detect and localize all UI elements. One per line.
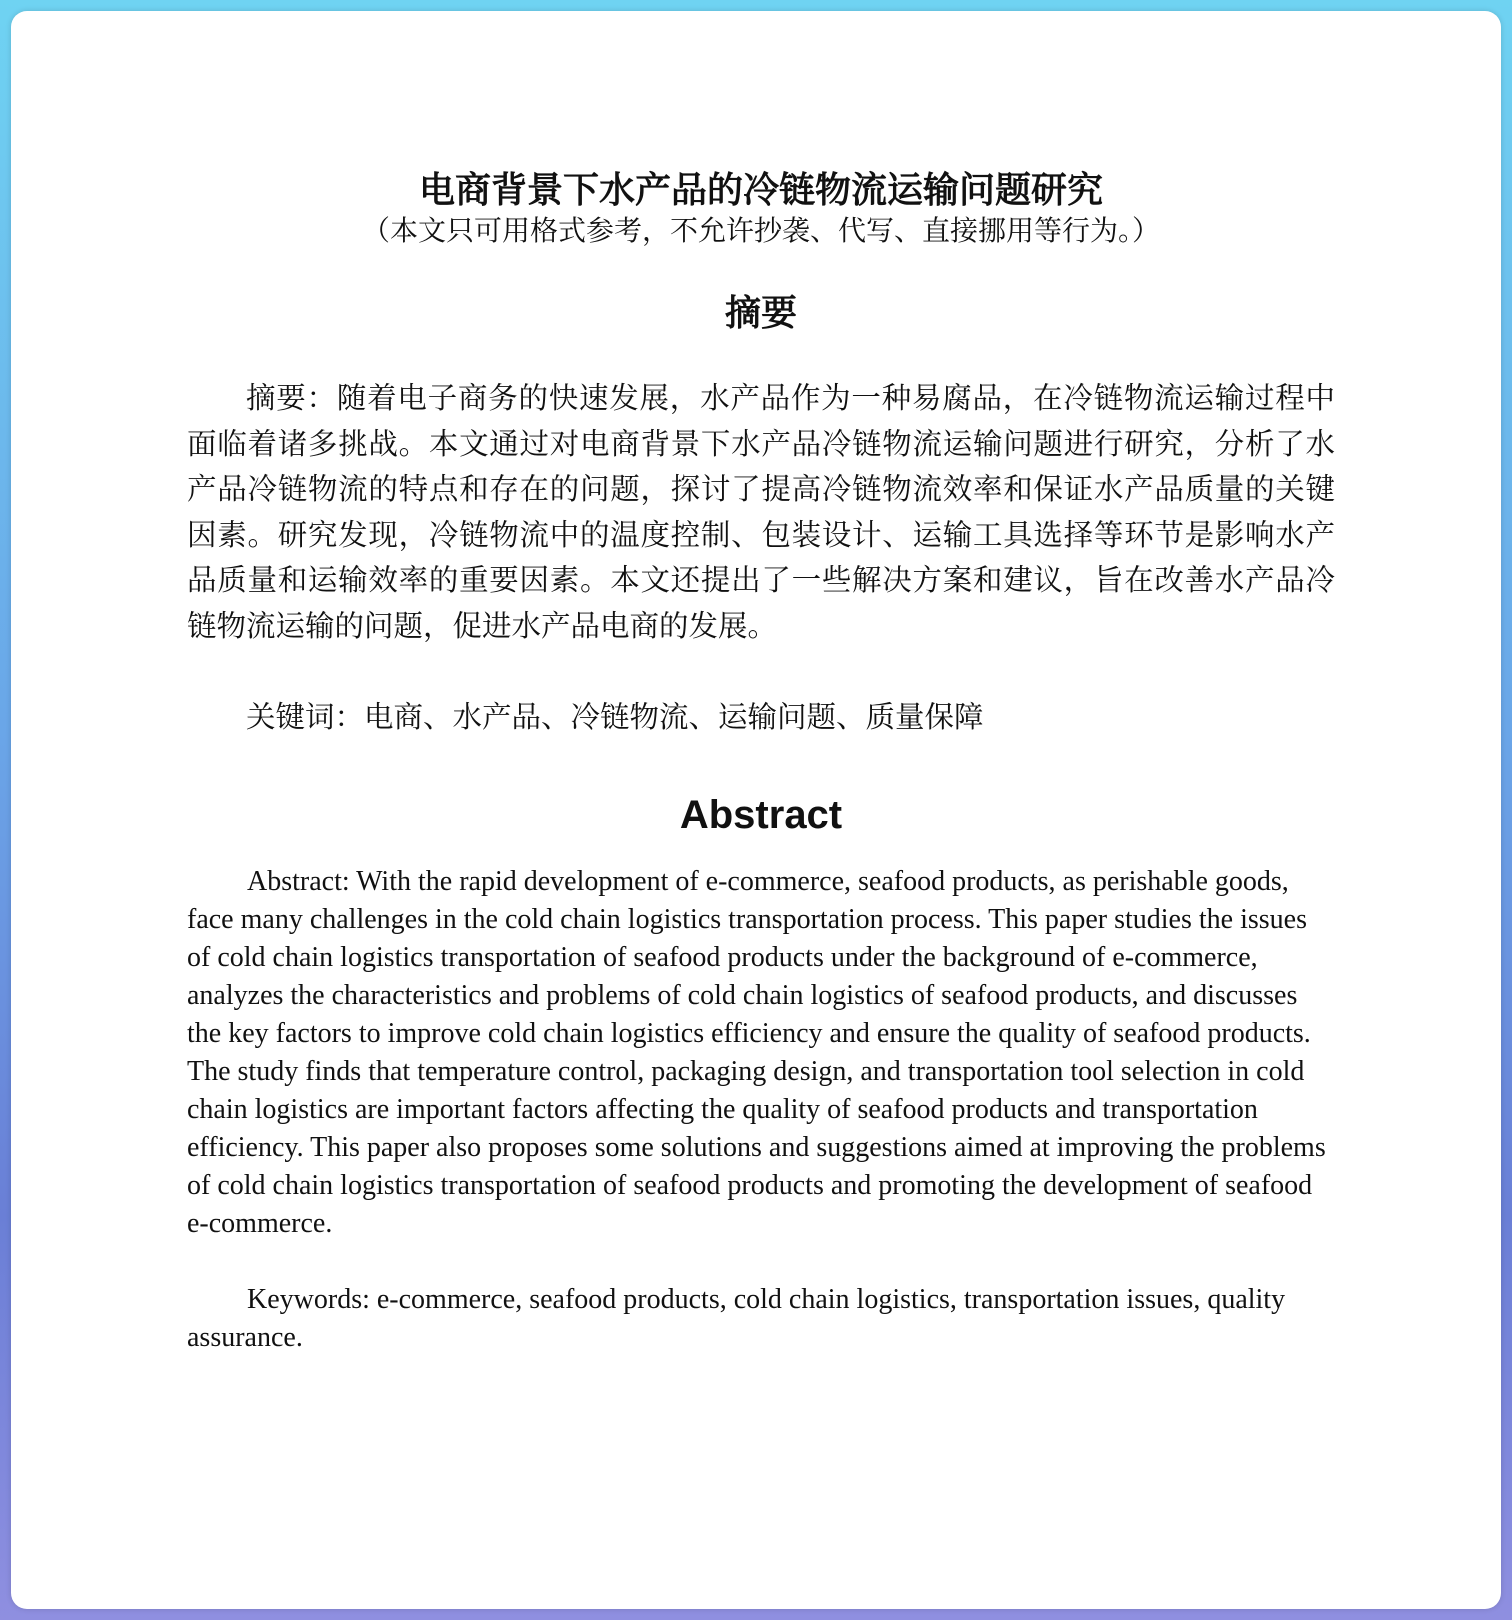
document-title: 电商背景下水产品的冷链物流运输问题研究 [418, 170, 1103, 211]
zh-keywords-paragraph: 关键词：电商、水产品、冷链物流、运输问题、质量保障 [246, 699, 984, 734]
zh-abstract-heading: 摘要 [724, 293, 797, 334]
document-page [11, 11, 1501, 1609]
en-abstract-paragraph: Abstract: With the rapid development of e-commerce, seafood products, as perishable goods, face many challenges in the cold chain logistics transportation process. This paper studies the issues of cold chain logistics transportation of seafood products under the background of e-commerce, analyzes the characteristics and problems of cold chain logistics of seafood products, and discusses the key factors to improve cold chain logistics efficiency and ensure the quality of seafood products. The study finds that temperature control, packaging design, and transportation tool selection in cold chain logistics are important factors affecting the quality of seafood products and transportation efficiency. This paper also proposes some solutions and suggestions aimed at improving the problems of cold chain logistics transportation of seafood products and promoting the development of seafood e-commerce. [187, 866, 1326, 1240]
document-content [187, 169, 1335, 1357]
en-keywords-paragraph: Keywords: e-commerce, seafood products, cold chain logistics, transportation issues, quality assurance. [187, 1284, 1286, 1354]
en-abstract-heading: Abstract [679, 793, 843, 838]
document-subtitle: （本文只可用格式参考，不允许抄袭、代写、直接挪用等行为。） [361, 214, 1160, 247]
zh-abstract-paragraph: 摘要：随着电子商务的快速发展，水产品作为一种易腐品，在冷链物流运输过程中面临着诸多挑战。本文通过对电商背景下水产品冷链物流运输问题进行研究，分析了水产品冷链物流的特点和存在的问题，探讨了提高冷链物流效率和保证水产品质量的关键因素。研究发现，冷链物流中的温度控制、包装设计、运输工具选择等环节是影响水产品质量和运输效率的重要因素。本文还提出了一些解决方案和建议，旨在改善水产品冷链物流运输的问题，促进水产品电商的发展。 [187, 381, 1335, 643]
